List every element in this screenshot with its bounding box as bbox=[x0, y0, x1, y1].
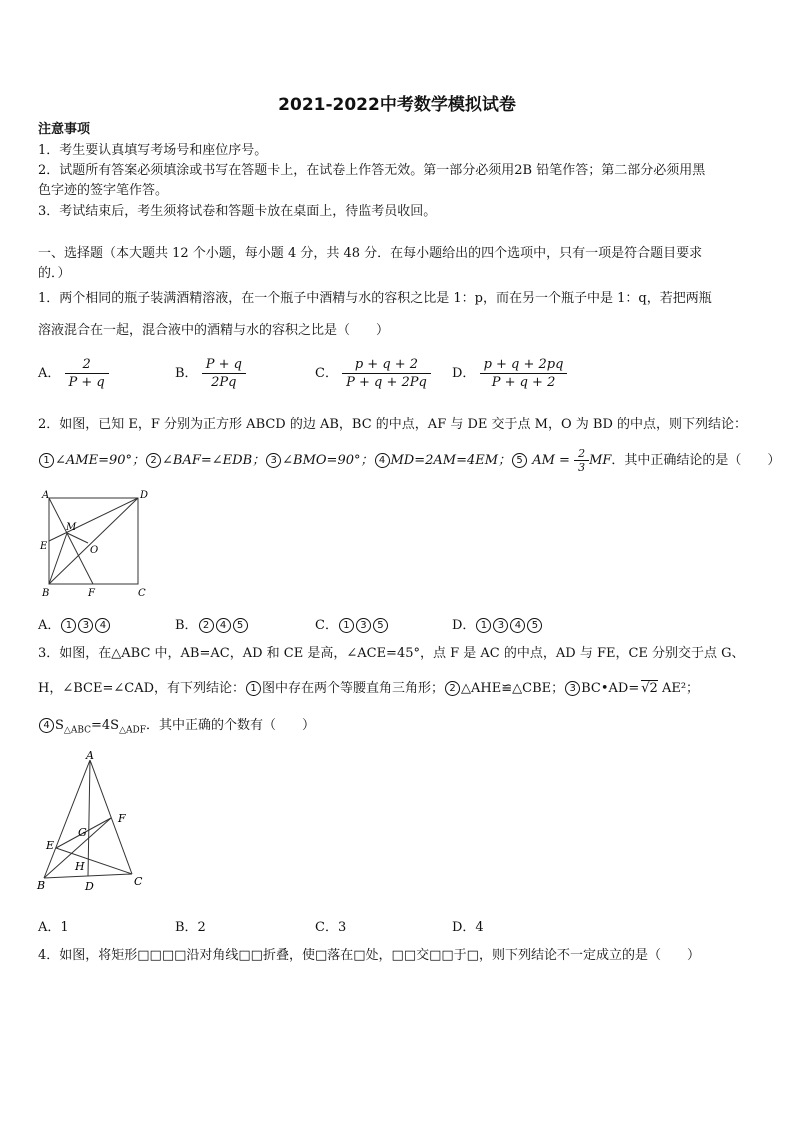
fraction: $\frac{P + q}{2Pq}$ bbox=[202, 356, 246, 391]
circled-2: 2 bbox=[146, 453, 161, 468]
q2-conclusions: 1 ∠AME=90°； 2 ∠BAF=∠EDB； 3 ∠BMO=90°； 4 MD=2AM=4EM； 5 AM = $\frac{2}{3}$ MF．其中正确结论的是（ ） bbox=[38, 447, 780, 475]
q1-stem: 1．两个相同的瓶子装满酒精溶液，在一个瓶子中酒精与水的容积之比是 1：p，而在另一个瓶子中是 1：q，若把两瓶 bbox=[38, 291, 712, 306]
label-b: B bbox=[37, 879, 46, 892]
section-heading-cont: 的．） bbox=[38, 266, 71, 281]
q1-stem-cont: 溶液混合在一起，混合液中的酒精与水的容积之比是（ ） bbox=[38, 323, 390, 338]
q2-square-figure bbox=[36, 486, 156, 600]
q1-option-d[interactable] bbox=[452, 356, 567, 391]
q2-stem: 2．如图，已知 E，F 分别为正方形 ABCD 的边 AB，BC 的中点，AF 与 DE 交于点 M，O 为 BD 的中点，则下列结论： bbox=[38, 417, 748, 432]
notice-heading: 注意事项 bbox=[38, 122, 91, 137]
label-a: A bbox=[86, 749, 94, 762]
label-a: A bbox=[42, 490, 50, 501]
exam-title: 2021-2022中考数学模拟试卷 bbox=[278, 95, 516, 115]
q3-option-d[interactable]: D．4 bbox=[452, 920, 484, 935]
q2-option-d[interactable]: D． 1 3 4 5 bbox=[452, 614, 543, 633]
option-label: B． bbox=[175, 366, 198, 381]
notice-item: 色字迹的签字笔作答。 bbox=[38, 183, 169, 198]
fraction: $\frac{p + q + 2}{P + q + 2Pq}$ bbox=[342, 356, 431, 391]
q3-stem-cont: H，∠BCE=∠CAD，有下列结论： 1 图中存在两个等腰直角三角形； 2 △AHE≌△CBE； 3 BC•AD= √2 AE²； bbox=[38, 681, 700, 696]
option-label: C． bbox=[315, 366, 338, 381]
label-m: M bbox=[66, 522, 77, 533]
label-b: B bbox=[42, 588, 50, 599]
q1-option-c[interactable] bbox=[315, 356, 431, 391]
label-h: H bbox=[75, 860, 85, 873]
q3-triangle-figure bbox=[34, 748, 150, 894]
label-f: F bbox=[88, 588, 95, 599]
label-d: D bbox=[85, 880, 94, 893]
q2-option-b[interactable]: B． 2 4 5 bbox=[175, 614, 249, 633]
q1-option-a[interactable] bbox=[38, 356, 109, 391]
label-c: C bbox=[134, 875, 143, 888]
label-d: D bbox=[140, 490, 149, 501]
fraction: $\frac{2}{P + q}$ bbox=[65, 356, 109, 391]
circled-1: 1 bbox=[39, 453, 54, 468]
circled-3: 3 bbox=[266, 453, 281, 468]
label-f: F bbox=[118, 812, 126, 825]
label-c: C bbox=[138, 588, 146, 599]
q3-stem-area: 4 $S_{\triangle ABC}=4S_{\triangle ADF}$．其中正确的个数有（ ） bbox=[38, 718, 315, 739]
label-e: E bbox=[40, 541, 48, 552]
notice-item: 3．考试结束后，考生须将试卷和答题卡放在桌面上，待监考员收回。 bbox=[38, 204, 437, 219]
section-heading: 一、选择题（本大题共 12 个小题，每小题 4 分，共 48 分．在每小题给出的四个选项中，只有一项是符合题目要求 bbox=[38, 246, 703, 261]
label-o: O bbox=[90, 545, 99, 556]
q3-stem: 3．如图，在△ABC 中，AB=AC，AD 和 CE 是高，∠ACE=45°，点 F 是 AC 的中点，AD 与 FE，CE 分别交于点 G、 bbox=[38, 646, 745, 661]
circled-4: 4 bbox=[375, 453, 390, 468]
notice-item: 2．试题所有答案必须填涂或书写在答题卡上，在试卷上作答无效。第一部分必须用2B 铅笔作答；第二部分必须用黑 bbox=[38, 163, 706, 178]
notice-item: 1．考生要认真填写考场号和座位序号。 bbox=[38, 143, 268, 158]
q2-option-a[interactable]: A． 1 3 4 bbox=[38, 614, 111, 633]
q3-option-b[interactable]: B．2 bbox=[175, 920, 206, 935]
circled-5: 5 bbox=[512, 453, 527, 468]
q4-stem: 4．如图，将矩形□□□□沿对角线□□折叠，使□落在□处，□□交□□于□，则下列结论不一定成立的是（ ） bbox=[38, 948, 700, 963]
q2-option-c[interactable]: C． 1 3 5 bbox=[315, 614, 389, 633]
q3-option-c[interactable]: C．3 bbox=[315, 920, 347, 935]
label-e: E bbox=[46, 839, 55, 852]
label-g: G bbox=[78, 826, 87, 839]
fraction: $\frac{p + q + 2pq}{P + q + 2}$ bbox=[480, 356, 568, 391]
option-label: D． bbox=[452, 366, 476, 381]
q3-option-a[interactable]: A．1 bbox=[38, 920, 69, 935]
option-label: A． bbox=[38, 366, 61, 381]
q1-option-b[interactable] bbox=[175, 356, 246, 391]
